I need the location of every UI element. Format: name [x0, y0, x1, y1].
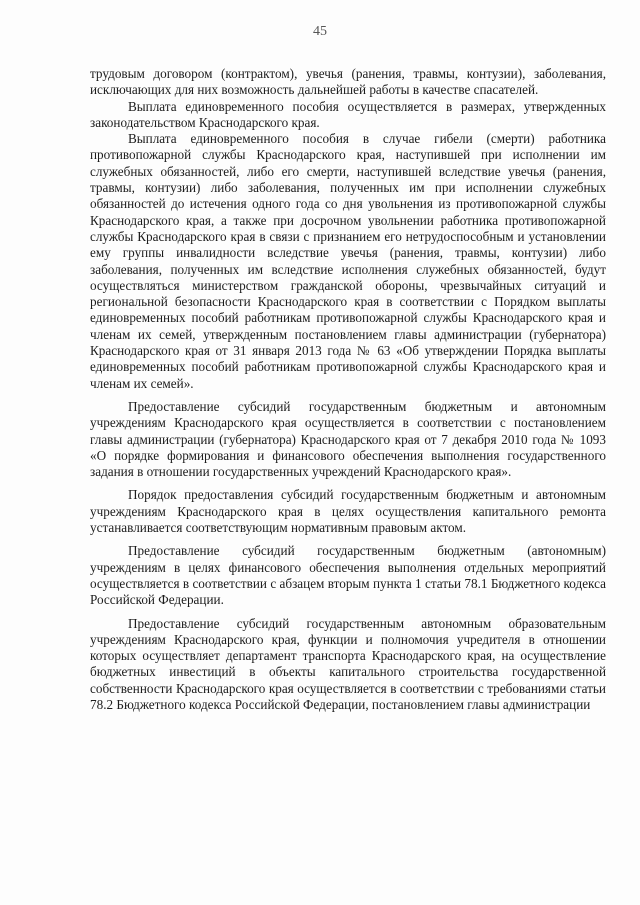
paragraph-2: Выплата единовременного пособия осуществляется в размерах, утвержденных законодательством Краснодарского края.	[90, 98, 606, 130]
document-body	[90, 66, 606, 713]
page-number: 45	[313, 24, 327, 39]
paragraph-7: Предоставление субсидий государственным автономным образовательным учреждениям Краснодарского края, функции и полномочия учредителя в отношении которых осуществляет департамент транспорта Краснодарского края, на осуществление бюджетных инвестиций в объекты капитального строительства государственной собственности Краснодарского края осуществляется в соответствии с требованиями статьи 78.2 Бюджетного кодекса Российской Федерации, постановлением главы администрации	[90, 615, 606, 712]
paragraph-1: трудовым договором (контрактом), увечья (ранения, травмы, контузии), заболевания, исключающих для них возможность дальнейшей работы в качестве спасателей.	[90, 66, 606, 98]
paragraph-3: Выплата единовременного пособия в случае гибели (смерти) работника противопожарной службы Краснодарского края, наступившей при исполнении им служебных обязанностей, либо его смерти, наступившей вследствие увечья (ранения, травмы, контузии) либо заболевания, полученных им при исполнении служебных обязанностей до истечения одного года со дня увольнения из противопожарной службы Краснодарского края, а также при досрочном увольнении работника противопожарной службы Краснодарского края в связи с признанием его нетрудоспособным и установлении ему группы инвалидности вследствие увечья (ранения, травмы, контузии) либо заболевания, полученных им вследствие исполнения служебных обязанностей, будут осуществляться министерством гражданской обороны, чрезвычайных ситуаций и региональной безопасности Краснодарского края в соответствии с Порядком выплаты единовременных пособий работникам противопожарной службы Краснодарского края и членам их семей, утвержденным постановлением главы администрации (губернатора) Краснодарского края от 31 января 2013 года № 63 «Об утверждении Порядка выплаты единовременных пособий работникам противопожарной службы Краснодарского края и членам их семей».	[90, 131, 606, 391]
paragraph-5: Порядок предоставления субсидий государственным бюджетным и автономным учреждениям Краснодарского края в целях осуществления капитального ремонта устанавливается соответствующим нормативным правовым актом.	[90, 487, 606, 536]
paragraph-6: Предоставление субсидий государственным бюджетным (автономным) учреждениям в целях финансового обеспечения выполнения отдельных мероприятий осуществляется в соответствии с абзацем вторым пункта 1 статьи 78.1 Бюджетного кодекса Российской Федерации.	[90, 543, 606, 608]
paragraph-4: Предоставление субсидий государственным бюджетным и автономным учреждениям Краснодарского края осуществляется в соответствии с постановлением главы администрации (губернатора) Краснодарского края от 7 декабря 2010 года № 1093 «О порядке формирования и финансового обеспечения выполнения государственного задания в отношении государственных учреждений Краснодарского края».	[90, 398, 606, 480]
